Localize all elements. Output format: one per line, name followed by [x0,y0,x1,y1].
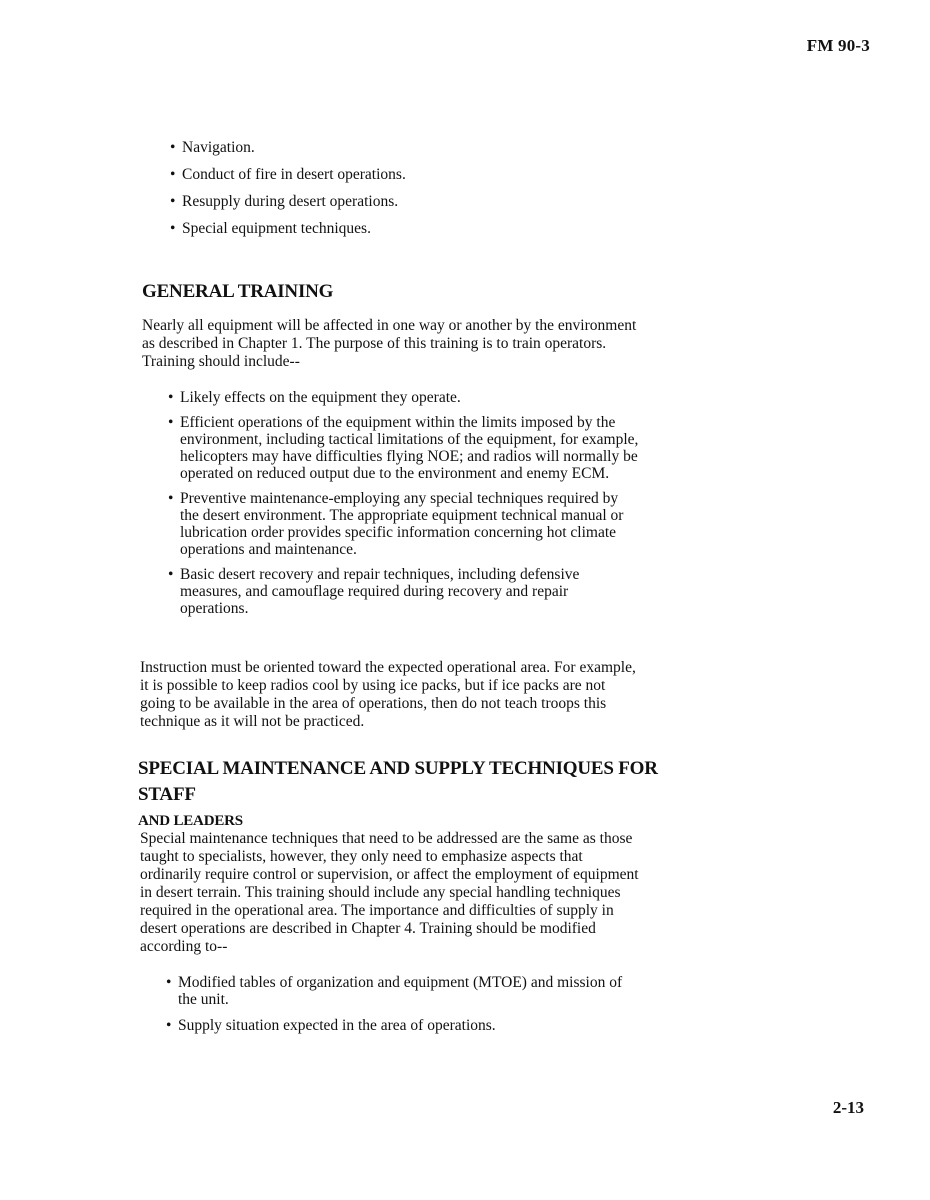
list-item: • Modified tables of organization and equipment (MTOE) and mission of the unit. [166,974,638,1008]
intro-bullet-list [170,139,650,247]
list-item: • Special equipment techniques. [170,220,650,237]
list-item: • Efficient operations of the equipment within the limits imposed by the environment, including tactical limitations of the equipment, for example, helicopters may have difficulties flying NOE; and radios will normally be operated on reduced output due to the environment and enemy ECM. [168,414,640,482]
list-item: • Likely effects on the equipment they operate. [168,389,640,406]
general-training-paragraph: Nearly all equipment will be affected in one way or another by the environment as described in Chapter 1. The purpose of this training is to train operators. Training should include-- [142,317,637,370]
section-heading-special-maintenance [138,756,658,834]
list-item: • Preventive maintenance-employing any special techniques required by the desert environment. The appropriate equipment technical manual or lubrication order provides specific information concerning hot climate operations and maintenance. [168,490,640,558]
list-item: • Navigation. [170,139,650,156]
heading-line-2: AND LEADERS [138,813,243,829]
special-maintenance-paragraph: Special maintenance techniques that need to be addressed are the same as those taught to specialists, however, they only need to emphasize aspects that ordinarily require control or supervision, or affect the employment of equipment in desert terrain. This training should include any special handling techniques required in the operational area. The importance and difficulties of supply in desert operations are described in Chapter 4. Training should be modified according to-- [140,830,639,955]
section-heading-general-training: GENERAL TRAINING [142,281,334,302]
general-training-bullet-list [168,389,640,625]
manual-id-header: FM 90-3 [806,36,870,55]
list-item: • Conduct of fire in desert operations. [170,166,650,183]
page-number: 2-13 [832,1098,864,1117]
list-item: • Resupply during desert operations. [170,193,650,210]
instruction-paragraph: Instruction must be oriented toward the expected operational area. For example, it is possible to keep radios cool by using ice packs, but if ice packs are not going to be available in the area of operations, then do not teach troops this technique as it will not be practiced. [140,659,636,730]
heading-line-1: SPECIAL MAINTENANCE AND SUPPLY TECHNIQUES FOR STAFF [138,758,658,805]
list-item: • Basic desert recovery and repair techniques, including defensive measures, and camouflage required during recovery and repair operations. [168,566,640,617]
list-item: • Supply situation expected in the area of operations. [166,1017,638,1034]
special-maintenance-bullet-list [166,974,638,1043]
